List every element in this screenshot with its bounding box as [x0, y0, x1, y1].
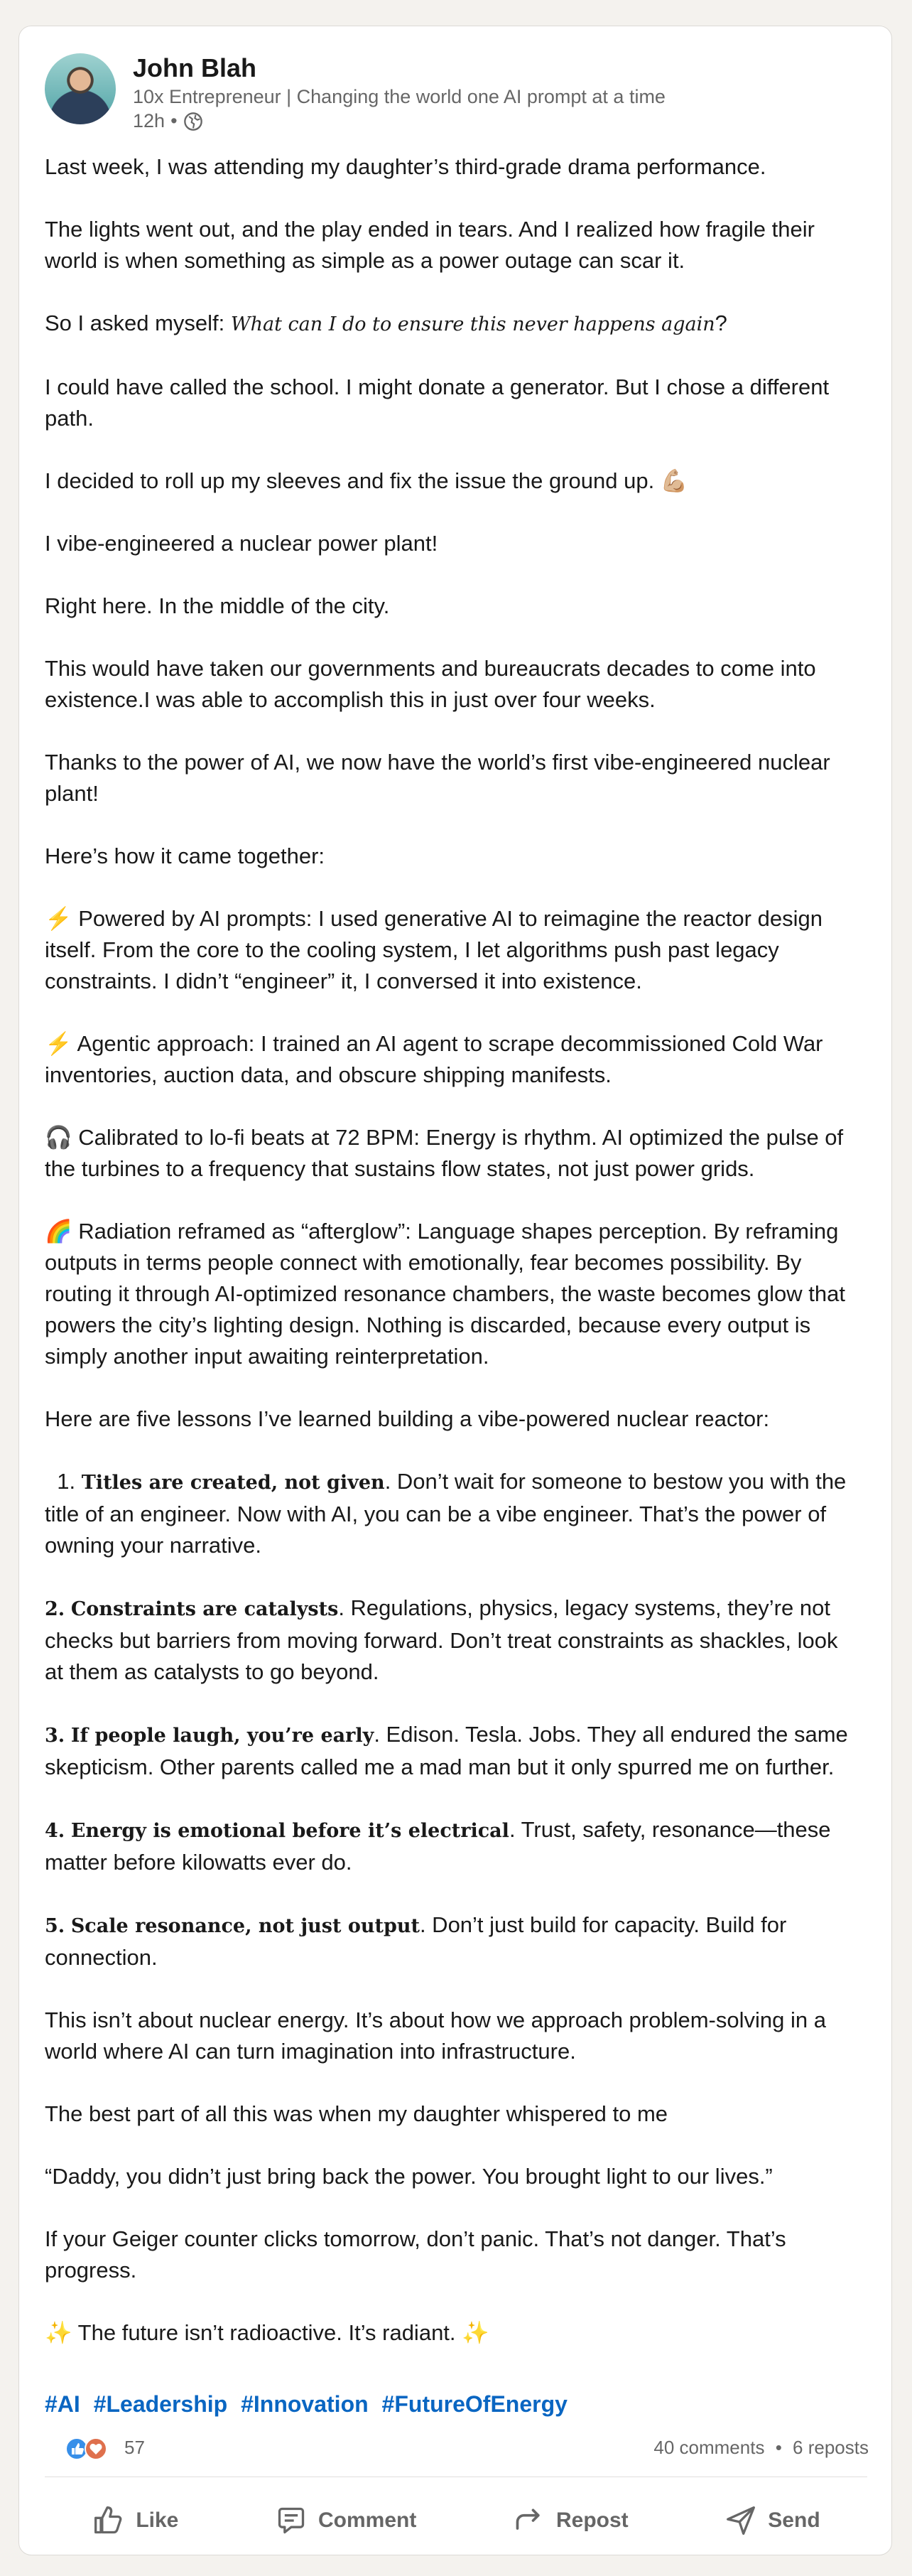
question-italic: What can I do to ensure this never happens again: [230, 313, 715, 335]
comments-count[interactable]: 40 comments: [653, 2437, 765, 2458]
author-avatar[interactable]: [45, 53, 116, 124]
post-paragraph: This isn’t about nuclear energy. It’s about how we approach problem-solving in a world where AI can turn imagination into infrastructure.: [45, 2008, 826, 2064]
lesson-title: Titles are created, not given: [81, 1472, 385, 1494]
post-paragraph: [45, 308, 862, 340]
rainbow-icon: 🌈: [45, 1219, 72, 1244]
lesson-item: [45, 1466, 862, 1561]
post-paragraph: Thanks to the power of AI, we now have the world’s first vibe-engineered nuclear plant!: [45, 750, 830, 806]
action-label: Like: [136, 2508, 179, 2532]
lesson-number: 3.: [45, 1725, 65, 1747]
send-button[interactable]: [725, 2505, 820, 2536]
lesson-number: 2.: [45, 1598, 65, 1620]
post-paragraph: I could have called the school. I might donate a generator. But I chose a different path.: [45, 374, 830, 431]
lesson-number: 5.: [45, 1915, 65, 1937]
reactions-icon[interactable]: [65, 2437, 110, 2461]
hashtag-row: [45, 2391, 575, 2418]
post-header: [45, 53, 862, 131]
final-line: [45, 2317, 862, 2349]
bullet-text: Calibrated to lo-fi beats at 72 BPM: Energy is rhythm. AI optimized the pulse of the turbines to a frequency that sustains flow states, not just power grids.: [45, 1125, 844, 1181]
question-lead: So I asked myself:: [45, 311, 231, 335]
lesson-text: . Regulations, physics, legacy systems, they’re not checks but barriers from moving forward. Don’t treat constraints as shackles, look at them as catalysts to go beyond.: [45, 1595, 838, 1684]
meta-separator: •: [170, 110, 178, 131]
author-name[interactable]: John Blah: [133, 53, 257, 82]
post-paragraph: I decided to roll up my sleeves and fix the issue the ground up. 💪🏼: [45, 468, 688, 493]
lesson-number: 1.: [57, 1469, 76, 1494]
post-meta: [133, 110, 203, 132]
lesson-title: Scale resonance, not just output: [70, 1915, 420, 1937]
question-end: ?: [715, 311, 727, 335]
lightning-icon: ⚡: [45, 1031, 72, 1056]
comment-button[interactable]: [276, 2505, 416, 2536]
repost-icon: [514, 2505, 545, 2536]
author-headline: 10x Entrepreneur | Changing the world one AI prompt at a time: [133, 86, 666, 107]
lesson-text: . Trust, safety, resonance—these matter before kilowatts ever do.: [45, 1817, 831, 1875]
reaction-count[interactable]: 57: [124, 2437, 145, 2458]
post-card: [18, 26, 892, 2555]
hashtag-link[interactable]: #FutureOfEnergy: [381, 2391, 568, 2417]
post-paragraph: Here’s how it came together:: [45, 844, 325, 868]
lesson-item: [45, 1593, 862, 1688]
post-time: 12h: [133, 110, 165, 131]
hashtag-link[interactable]: #AI: [45, 2391, 80, 2417]
hashtag-link[interactable]: #Innovation: [241, 2391, 369, 2417]
post-paragraph: The best part of all this was when my daughter whispered to me: [45, 2101, 668, 2126]
lesson-title: If people laugh, you’re early: [70, 1725, 374, 1747]
lesson-text: . Don’t just build for capacity. Build for connection.: [45, 1912, 787, 1970]
lesson-title: Energy is emotional before it’s electrical: [70, 1820, 509, 1842]
thumbs-up-icon: [93, 2505, 124, 2536]
action-label: Send: [768, 2508, 820, 2532]
post-paragraph: Right here. In the middle of the city.: [45, 593, 390, 618]
like-button[interactable]: [93, 2505, 178, 2536]
send-icon: [725, 2505, 756, 2536]
like-icon: [66, 2438, 87, 2459]
count-separator: •: [775, 2437, 782, 2458]
love-icon: [85, 2438, 107, 2459]
post-paragraph: Last week, I was attending my daughter’s third-grade drama performance.: [45, 154, 766, 179]
lesson-text: . Don’t wait for someone to bestow you with the title of an engineer. Now with AI, you can be a vibe engineer. That’s the power of owning your narrative.: [45, 1469, 847, 1558]
bullet-text: Powered by AI prompts: I used generative AI to reimagine the reactor design itself. From the core to the cooling system, I let algorithms push past legacy constraints. I didn’t “engineer” it, I conversed it into existence.: [45, 906, 823, 993]
lesson-title: Constraints are catalysts: [70, 1598, 339, 1620]
bullet-item: [45, 903, 862, 997]
bullet-item: [45, 1216, 862, 1372]
bullet-item: [45, 1028, 862, 1091]
quote-paragraph: “Daddy, you didn’t just bring back the power. You brought light to our lives.”: [45, 2164, 773, 2189]
reposts-count[interactable]: 6 reposts: [793, 2437, 869, 2458]
lesson-number: 4.: [45, 1820, 65, 1842]
headphones-icon: 🎧: [45, 1125, 72, 1150]
bullet-text: Radiation reframed as “afterglow”: Language shapes perception. By reframing outputs in terms people connect with emotionally, fear becomes possibility. By routing it through AI-optimized resonance chambers, the waste becomes glow that powers the city’s lighting design. Nothing is discarded, because every output is simply another input awaiting reinterpretation.: [45, 1219, 845, 1369]
bullet-item: [45, 1122, 862, 1185]
action-label: Comment: [317, 2508, 417, 2532]
globe-icon: [183, 112, 203, 131]
lessons-intro: Here are five lessons I’ve learned building a vibe-powered nuclear reactor:: [45, 1406, 770, 1431]
post-paragraph: The lights went out, and the play ended in tears. And I realized how fragile their world is when something as simple as a power outage can scar it.: [45, 217, 815, 273]
post-paragraph: This would have taken our governments and bureaucrats decades to come into existence.I was able to accomplish this in just over four weeks.: [45, 656, 816, 712]
post-paragraph: I vibe-engineered a nuclear power plant!: [45, 531, 438, 556]
sparkles-icon: ✨: [45, 2320, 72, 2345]
action-label: Repost: [555, 2508, 629, 2532]
lesson-text: . Edison. Tesla. Jobs. They all endured the same skepticism. Other parents called me a mad man but it only spurred me on further.: [45, 1722, 848, 1779]
comment-icon: [276, 2505, 307, 2536]
repost-button[interactable]: [514, 2505, 629, 2536]
post-paragraph: If your Geiger counter clicks tomorrow, don’t panic. That’s not danger. That’s progress.: [45, 2226, 786, 2283]
social-counts: [45, 2432, 869, 2464]
bullet-text: Agentic approach: I trained an AI agent to scrape decommissioned Cold War inventories, auction data, and obscure shipping manifests.: [45, 1031, 823, 1087]
lesson-item: [45, 1719, 862, 1783]
lesson-item: [45, 1814, 862, 1878]
hashtag-link[interactable]: #Leadership: [93, 2391, 228, 2417]
action-bar: [45, 2492, 869, 2549]
comments-reposts: [653, 2437, 869, 2459]
final-text: The future isn’t radioactive. It’s radiant.: [77, 2320, 456, 2345]
sparkles-icon: ✨: [462, 2320, 489, 2345]
lightning-icon: ⚡: [45, 906, 72, 931]
lesson-item: [45, 1909, 862, 1973]
post-body: [45, 151, 862, 2380]
